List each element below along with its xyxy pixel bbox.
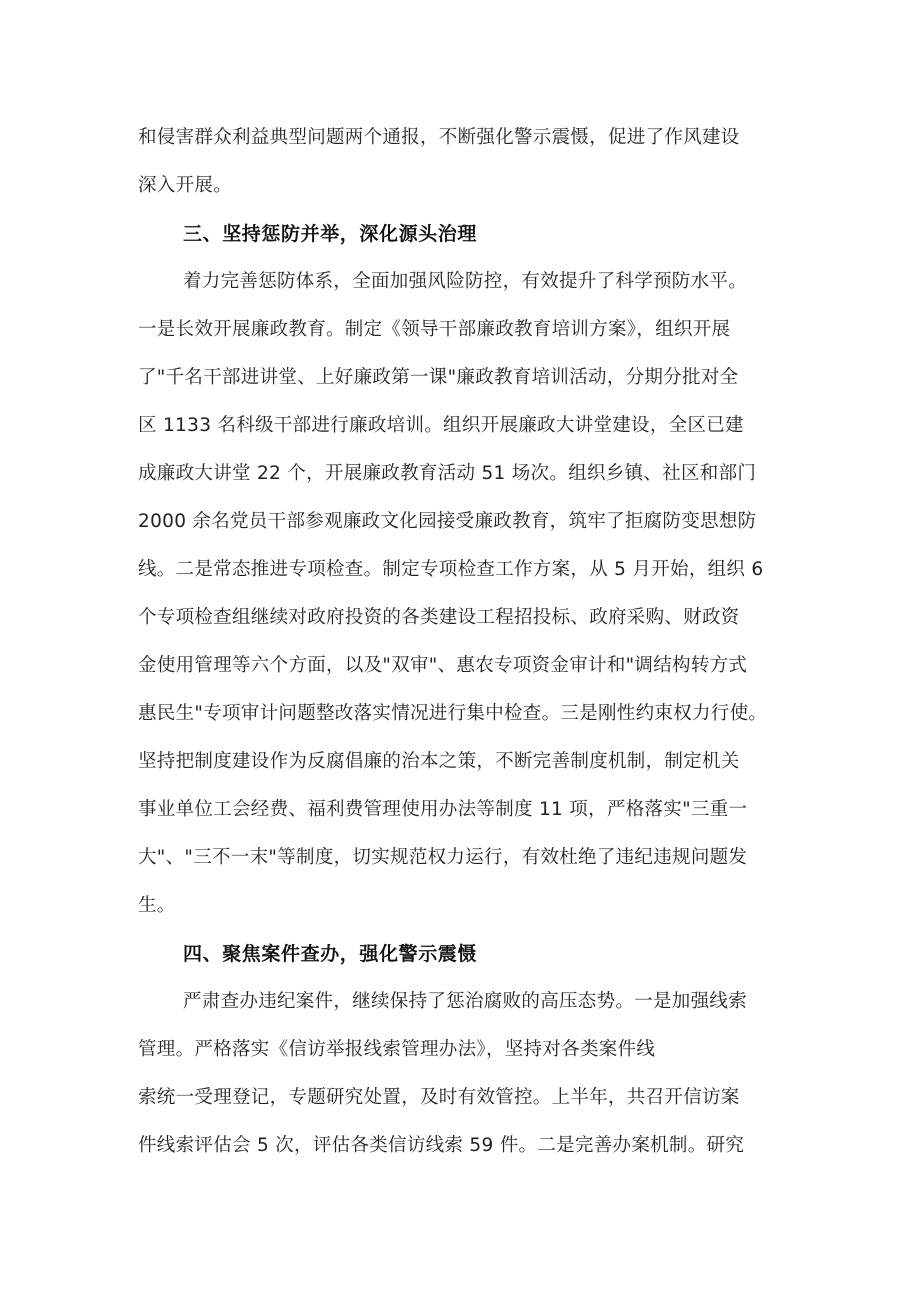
paragraph-line: 大"、"三不一末"等制度，切实规范权力运行，有效杜绝了违纪违规问题发 [138,847,748,868]
paragraph-line: 严肃查办违纪案件，继续保持了惩治腐败的高压态势。一是加强线索 [183,991,748,1012]
paragraph-line: 成廉政大讲堂 22 个，开展廉政教育活动 51 场次。组织乡镇、社区和部门 [138,463,757,484]
paragraph-line: 生。 [138,895,176,916]
section-heading-3: 三、坚持惩防并举，深化源头治理 [183,223,478,245]
paragraph-line: 件线索评估会 5 次，评估各类信访线索 59 件。二是完善办案机制。研究 [138,1135,745,1156]
paragraph-line: 管理。严格落实《信访举报线索管理办法》，坚持对各类案件线 [138,1039,656,1060]
paragraph-line: 事业单位工会经费、福利费管理使用办法等制度 11 项，严格落实"三重一 [138,799,748,820]
paragraph-line: 线。二是常态推进专项检查。制定专项检查工作方案，从 5 月开始，组织 6 [138,559,764,580]
paragraph-line: 了"千名干部进讲堂、上好廉政第一课"廉政教育培训活动，分期分批对全 [138,367,739,388]
paragraph-line: 一是长效开展廉政教育。制定《领导干部廉政教育培训方案》，组织开展 [138,319,731,340]
section-heading-4: 四、聚焦案件查办，强化警示震慑 [183,943,478,965]
paragraph-line: 惠民生"专项审计问题整改落实情况进行集中检查。三是刚性约束权力行使。 [138,703,768,724]
paragraph-line: 深入开展。 [138,175,233,196]
paragraph-line: 和侵害群众利益典型问题两个通报，不断强化警示震慑，促进了作风建设 [138,127,740,148]
paragraph-line: 金使用管理等六个方面，以及"双审"、惠农专项资金审计和"调结构转方式 [138,655,748,676]
paragraph-line: 区 1133 名科级干部进行廉政培训。组织开展廉政大讲堂建设，全区已建 [138,415,744,436]
paragraph-line: 索统一受理登记，专题研究处置，及时有效管控。上半年，共召开信访案 [138,1087,740,1108]
paragraph-line: 着力完善惩防体系，全面加强风险防控，有效提升了科学预防水平。 [183,271,748,292]
paragraph-line: 坚持把制度建设作为反腐倡廉的治本之策，不断完善制度机制，制定机关 [138,751,740,772]
paragraph-line: 2000 余名党员干部参观廉政文化园接受廉政教育，筑牢了拒腐防变思想防 [138,511,757,532]
paragraph-line: 个专项检查组继续对政府投资的各类建设工程招投标、政府采购、财政资 [138,607,740,628]
